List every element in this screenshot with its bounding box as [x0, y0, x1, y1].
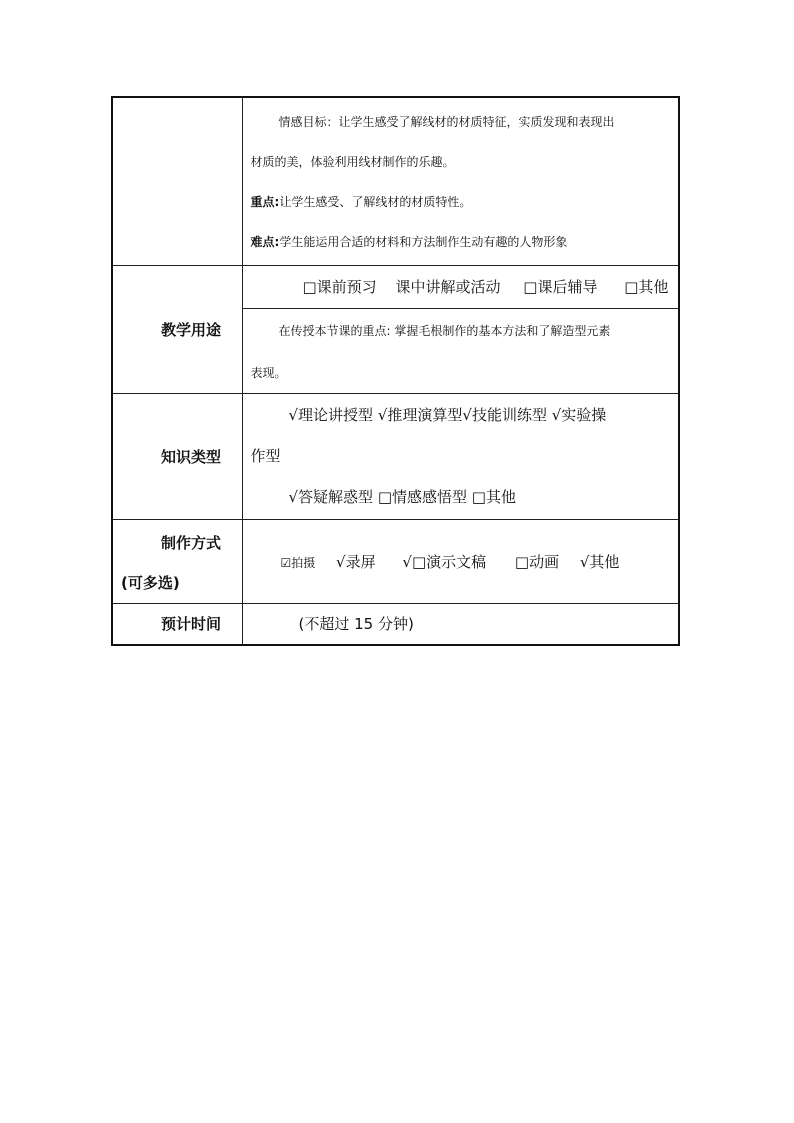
difficulty-label: 难点:: [250, 235, 280, 250]
knowledge-label: 知识类型: [161, 447, 222, 466]
production-options: [243, 551, 679, 572]
production-row: [112, 519, 679, 603]
emotion-goal-line1: 情感目标：让学生感受了解线材的材质特征，实质发现和表现出: [278, 115, 615, 130]
production-label: 制作方式: [161, 534, 222, 552]
key-point-label: 重点:: [250, 195, 280, 210]
difficulty-text: 学生能运用合适的材料和方法制作生动有趣的人物形象: [279, 235, 568, 250]
time-row: [112, 603, 679, 645]
goals-label-cell: [112, 97, 242, 265]
usage-label-cell: [112, 265, 242, 393]
time-label-cell: [112, 603, 242, 645]
usage-option-other: □其他: [624, 278, 669, 296]
usage-label: 教学用途: [161, 320, 222, 339]
knowledge-row: [112, 393, 679, 519]
lesson-info-table: [111, 96, 680, 646]
usage-options-cell: [242, 265, 679, 308]
production-option-slides: √□演示文稿: [402, 552, 487, 571]
usage-option-in-class: 课中讲解或活动: [395, 278, 501, 296]
key-point: [243, 182, 679, 222]
production-cell: [242, 519, 679, 603]
knowledge-line2: 作型: [250, 447, 281, 465]
knowledge-line1: √理论讲授型 √推理演算型√技能训练型 √实验操: [288, 406, 607, 424]
usage-option-after-class: □课后辅导: [523, 278, 598, 296]
difficulty-point: [243, 222, 679, 262]
knowledge-label-cell: [112, 393, 242, 519]
time-cell: [242, 603, 679, 645]
usage-options: [243, 276, 679, 297]
production-option-other: √其他: [579, 552, 620, 571]
production-multi-label: (可多选): [121, 574, 180, 592]
key-point-text: 让学生感受、了解线材的材质特性。: [279, 195, 472, 210]
goals-cell: [242, 97, 679, 265]
production-option-animation: □动画: [514, 552, 560, 571]
time-label: 预计时间: [161, 615, 222, 634]
knowledge-line3: √答疑解惑型 □情感感悟型 □其他: [288, 488, 516, 506]
production-option-shoot: ☑拍摄: [280, 555, 316, 570]
goals-row: [112, 97, 679, 265]
usage-desc-cell: [242, 308, 679, 393]
knowledge-cell: [242, 393, 679, 519]
usage-desc-line2: 表现。: [250, 365, 287, 380]
usage-option-preview: □课前预习: [302, 278, 377, 296]
usage-desc-line1: 在传授本节课的重点: 掌握毛根制作的基本方法和了解造型元素: [278, 323, 611, 338]
production-option-record-screen: √录屏: [336, 552, 376, 571]
emotion-goal-line2: 材质的美，体验利用线材制作的乐趣。: [250, 155, 455, 170]
time-value: (不超过 15 分钟): [298, 615, 414, 634]
usage-options-row: [112, 265, 679, 308]
production-label-cell: [112, 519, 242, 603]
